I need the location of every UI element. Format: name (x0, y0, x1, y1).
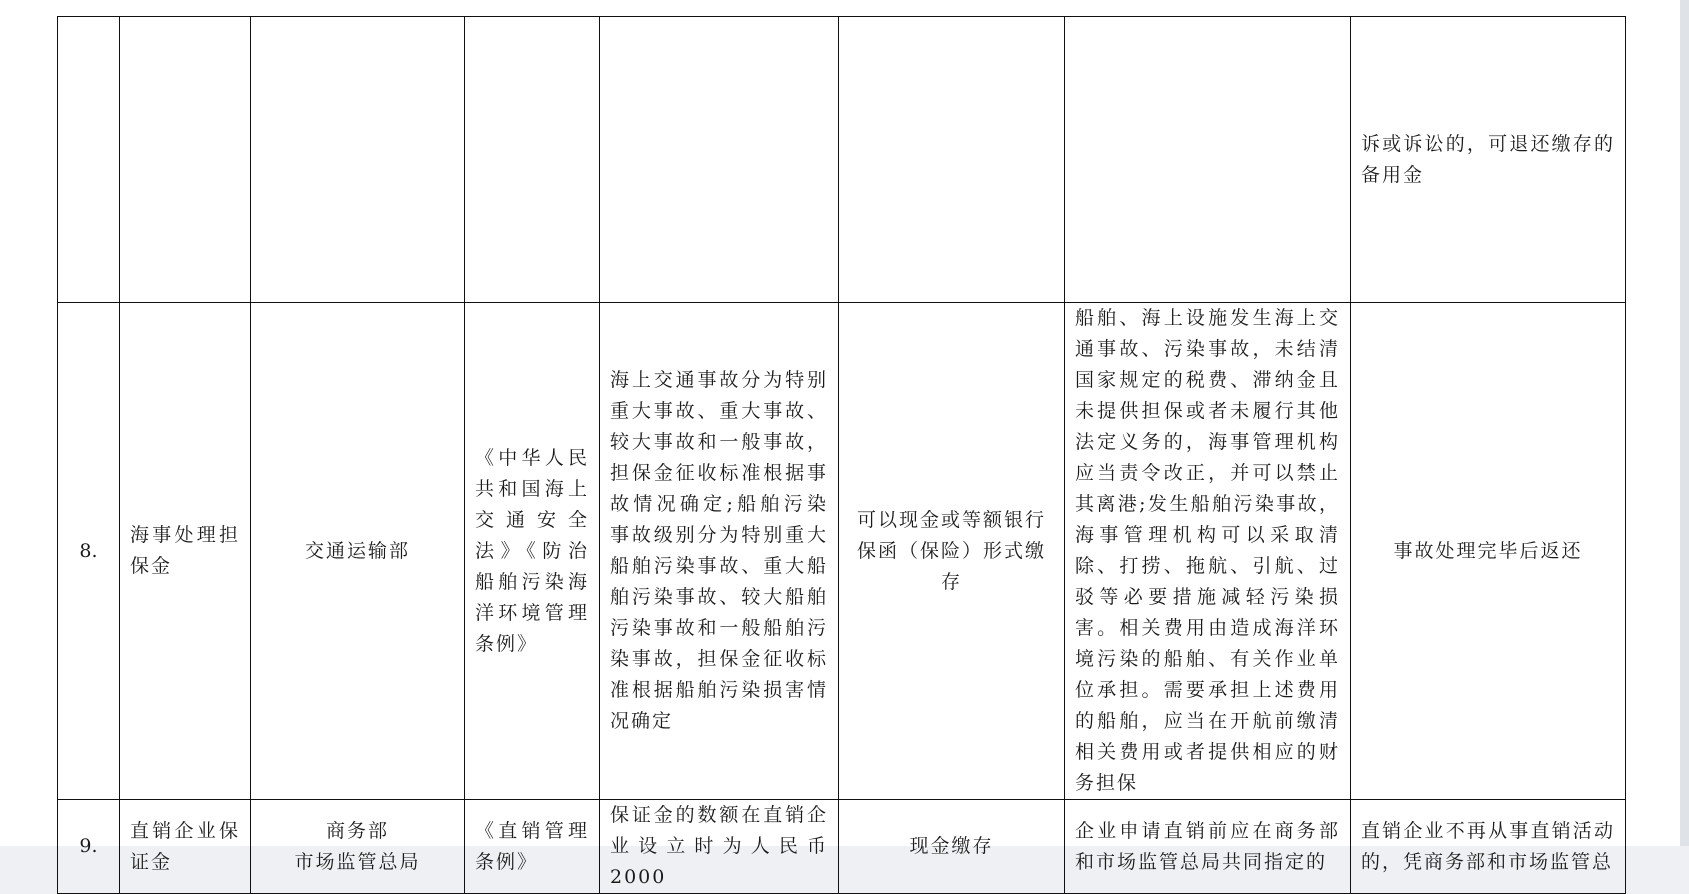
cell-department (251, 800, 465, 894)
cell-condition: 船舶、海上设施发生海上交通事故、污染事故，未结清国家规定的税费、滞纳金且未提供担保或者未履行其他法定义务的，海事管理机构应当责令改正，并可以禁止其离港;发生船舶污染事故，海事管理机构可以采取清除、打捞、拖航、引航、过驳等必要措施减轻污染损害。相关费用由造成海洋环境污染的船舶、有关作业单位承担。需要承担上述费用的船舶，应当在开航前缴清相关费用或者提供相应的财务担保 (1065, 303, 1351, 800)
deposit-table (57, 16, 1626, 894)
cell-number: 9. (58, 800, 120, 894)
cell-condition: 企业申请直销前应在商务部和市场监管总局共同指定的 (1065, 800, 1351, 894)
cell-refund: 直销企业不再从事直销活动的，凭商务部和市场监管总 (1351, 800, 1626, 894)
cell-standard: 保证金的数额在直销企业设立时为人民币 2000 (600, 800, 839, 894)
cell-basis: 《中华人民共和国海上交通安全法》《防治船舶污染海洋环境管理条例》 (465, 303, 600, 800)
scrollbar-track[interactable] (1680, 0, 1689, 846)
cell-department: 交通运输部 (251, 303, 465, 800)
department-line-1: 商务部 (325, 819, 389, 842)
cell-method (839, 17, 1065, 303)
department-line-2: 市场监管总局 (294, 850, 421, 873)
cell-method: 可以现金或等额银行保函（保险）形式缴存 (839, 303, 1065, 800)
cell-condition (1065, 17, 1351, 303)
cell-number (58, 17, 120, 303)
cell-method: 现金缴存 (839, 800, 1065, 894)
cell-number: 8. (58, 303, 120, 800)
cell-standard (600, 17, 839, 303)
cell-standard: 海上交通事故分为特别重大事故、重大事故、较大事故和一般事故，担保金征收标准根据事故情况确定;船舶污染事故级别分为特别重大船舶污染事故、重大船舶污染事故、较大船舶污染事故和一般船舶污染事故，担保金征收标准根据船舶污染损害情况确定 (600, 303, 839, 800)
cell-name (120, 17, 251, 303)
cell-name: 海事处理担保金 (120, 303, 251, 800)
table-row-9 (58, 800, 1626, 894)
cell-basis (465, 17, 600, 303)
cell-basis: 《直销管理条例》 (465, 800, 600, 894)
refund-text: 诉或诉讼的，可退还缴存的备用金 (1361, 132, 1615, 186)
cell-department (251, 17, 465, 303)
cell-refund: 事故处理完毕后返还 (1351, 303, 1626, 800)
cell-name: 直销企业保证金 (120, 800, 251, 894)
table-row-continued (58, 17, 1626, 303)
cell-refund (1351, 17, 1626, 303)
table-row-8 (58, 303, 1626, 800)
